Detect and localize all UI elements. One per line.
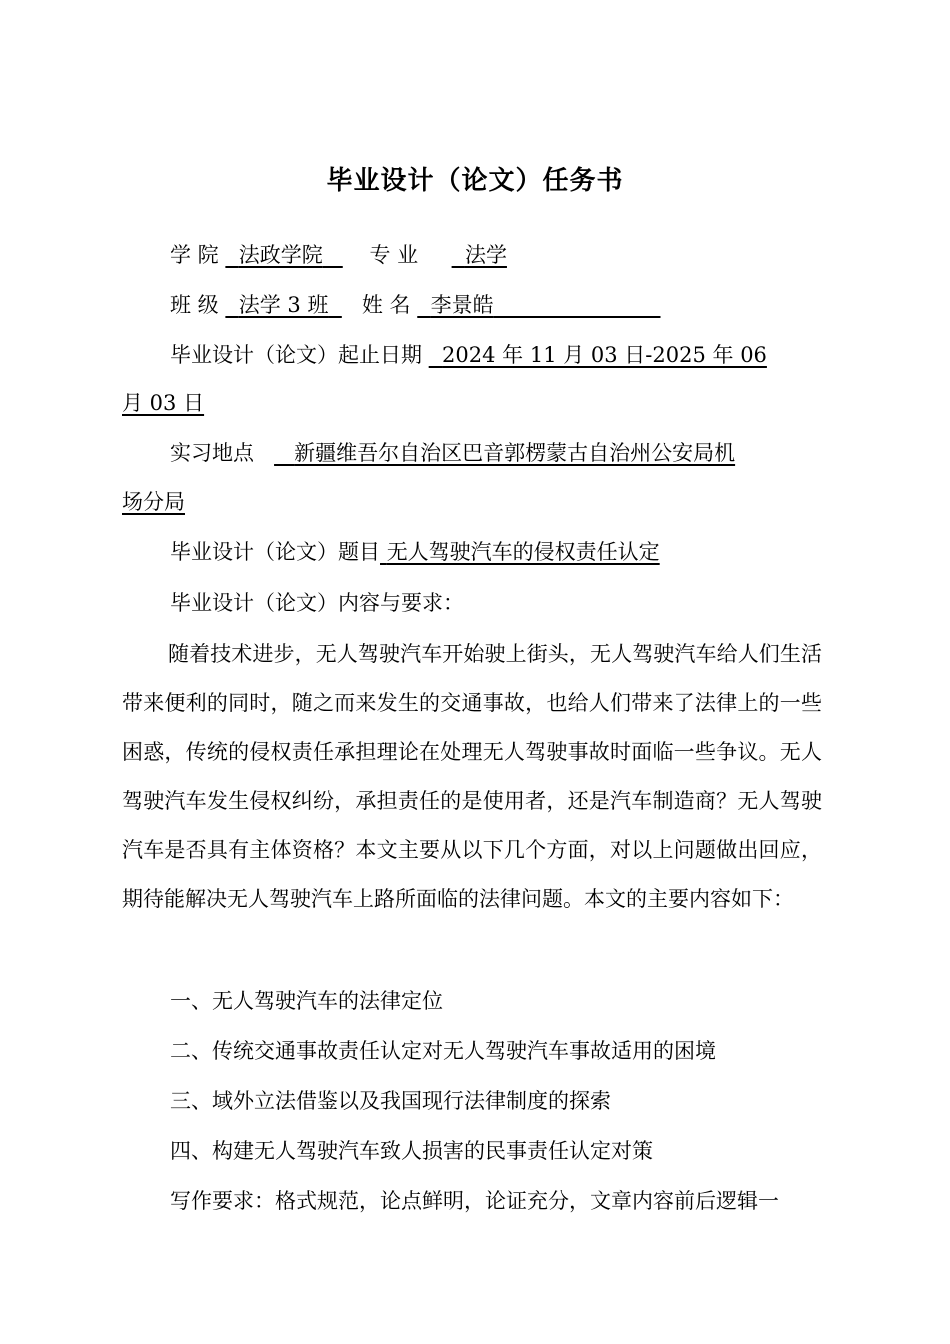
- topic-row: [170, 537, 820, 567]
- class-name-row: [170, 290, 820, 320]
- date-value-line2: 月 03 日: [122, 391, 205, 415]
- name-label: 姓 名: [361, 293, 411, 317]
- topic-label: 毕业设计（论文）题目: [170, 540, 380, 564]
- major-label: 专 业: [369, 243, 419, 267]
- college-label: 学 院: [170, 243, 219, 267]
- date-row-continued: [122, 388, 822, 418]
- internship-label: 实习地点: [170, 441, 254, 465]
- college-major-row: [170, 240, 820, 270]
- date-label: 毕业设计（论文）起止日期: [170, 343, 422, 367]
- date-value-line1: 2024 年 11 月 03 日-2025 年 06: [442, 343, 767, 367]
- topic-value: 无人驾驶汽车的侵权责任认定: [386, 540, 660, 564]
- writing-requirements: 写作要求：格式规范，论点鲜明，论证充分，文章内容前后逻辑一: [170, 1189, 779, 1213]
- outline-item: 三、域外立法借鉴以及我国现行法律制度的探索: [170, 1089, 611, 1113]
- major-value: 法学: [464, 243, 507, 267]
- class-label: 班 级: [170, 293, 219, 317]
- body-paragraph: 随着技术进步，无人驾驶汽车开始驶上街头，无人驾驶汽车给人们生活带来便利的同时，随之而来发生的交通事故，也给人们带来了法律上的一些困惑，传统的侵权责任承担理论在处理无人驾驶事故时面临一些争议。无人驾驶汽车发生侵权纠纷，承担责任的是使用者，还是汽车制造商？无人驾驶汽车是否具有主体资格？本文主要从以下几个方面，对以上问题做出回应，期待能解决无人驾驶汽车上路所面临的法律问题。本文的主要内容如下：: [122, 642, 822, 911]
- content-label: 毕业设计（论文）内容与要求：: [170, 591, 464, 615]
- name-value: 李景皓: [430, 293, 494, 317]
- document-title: 毕业设计（论文）任务书: [326, 166, 624, 196]
- internship-row: [170, 438, 820, 468]
- outline-item: 四、构建无人驾驶汽车致人损害的民事责任认定对策: [170, 1139, 653, 1163]
- outline-item: 一、无人驾驶汽车的法律定位: [170, 989, 443, 1013]
- internship-value-line1: 新疆维吾尔自治区巴音郭楞蒙古自治州公安局机: [294, 441, 736, 465]
- internship-value-line2: 场分局: [122, 490, 185, 514]
- internship-row-continued: [122, 487, 822, 517]
- date-row: [170, 340, 820, 370]
- outline-item: 二、传统交通事故责任认定对无人驾驶汽车事故适用的困境: [170, 1039, 716, 1063]
- college-value: 法政学院: [238, 243, 323, 267]
- class-value: 法学 3 班: [238, 293, 329, 317]
